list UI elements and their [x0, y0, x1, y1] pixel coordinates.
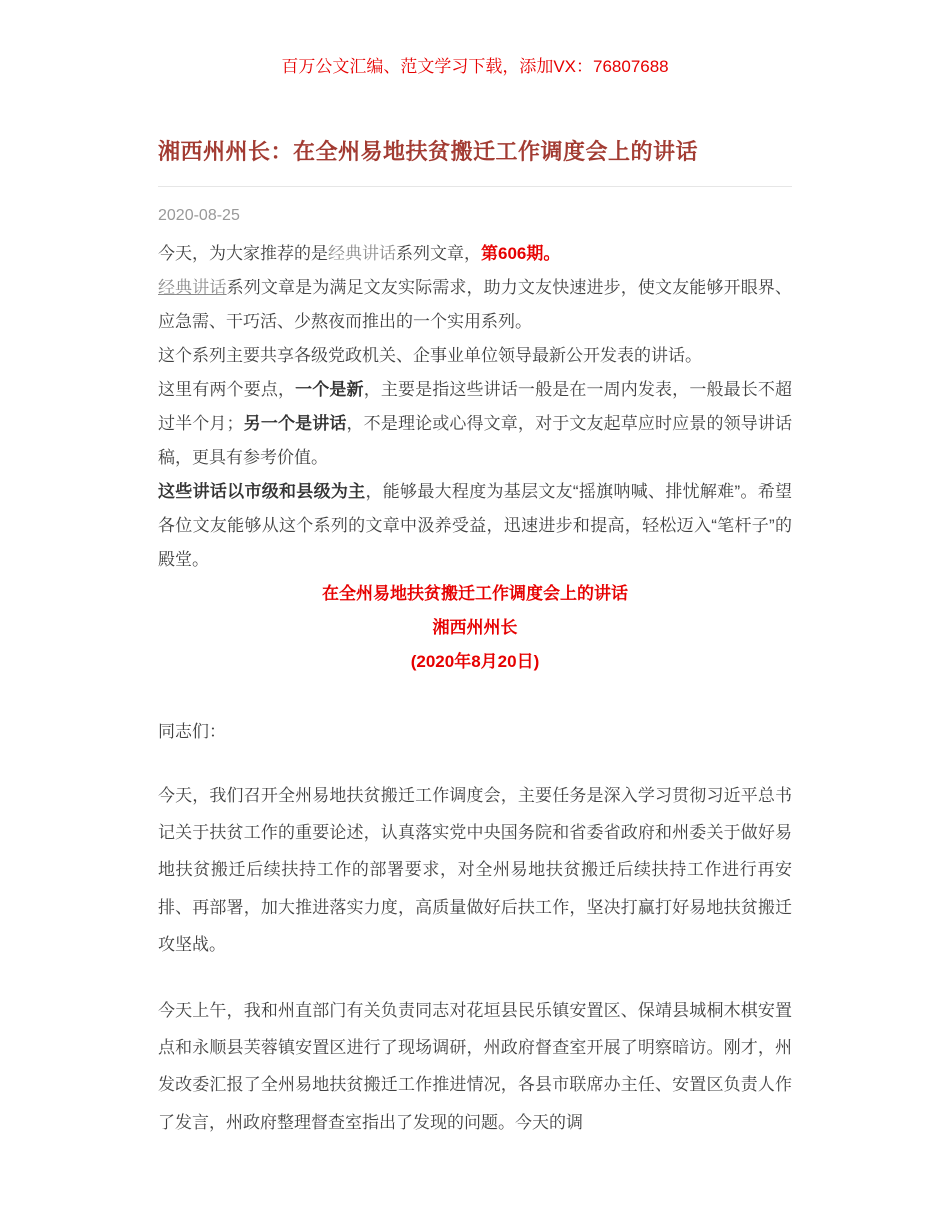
intro-paragraph-5	[158, 475, 792, 577]
speech-heading-speaker: 湘西州州长	[432, 617, 518, 637]
intro-paragraph-3: 这个系列主要共享各级党政机关、企事业单位领导最新公开发表的讲话。	[158, 345, 702, 365]
intro-paragraph-4	[158, 373, 792, 475]
bold-point-speech: 另一个是讲话	[243, 413, 347, 433]
bold-level-note: 这些讲话以市级和县级为主	[158, 481, 366, 501]
publish-date: 2020-08-25	[158, 206, 240, 224]
intro-paragraph-2	[158, 271, 792, 339]
article-title: 湘西州州长：在全州易地扶贫搬迁工作调度会上的讲话	[158, 138, 699, 164]
speech-paragraph-2: 今天上午，我和州直部门有关负责同志对花垣县民乐镇安置区、保靖县城桐木棋安置点和永顺县芙蓉镇安置区进行了现场调研，州政府督查室开展了明察暗访。刚才，州发改委汇报了全州易地扶贫搬迁工作推进情况，各县市联席办主任、安置区负责人作了发言，州政府整理督查室指出了发现的问题。今天的调	[158, 1000, 792, 1132]
speech-salutation: 同志们：	[158, 721, 226, 741]
text-run: 今天，为大家推荐的是	[158, 243, 328, 263]
speech-heading-date: (2020年8月20日)	[410, 651, 540, 671]
series-link[interactable]: 经典讲话	[328, 243, 396, 263]
title-divider	[158, 186, 792, 187]
text-run: 系列文章，	[396, 243, 481, 263]
bold-point-new: 一个是新	[295, 379, 364, 399]
speech-paragraph-1: 今天，我们召开全州易地扶贫搬迁工作调度会，主要任务是深入学习贯彻习近平总书记关于扶贫工作的重要论述，认真落实党中央国务院和省委省政府和州委关于做好易地扶贫搬迁后续扶持工作的部署要求，对全州易地扶贫搬迁后续扶持工作进行再安排、再部署，加大推进落实力度，高质量做好后扶工作，坚决打赢打好易地扶贫搬迁攻坚战。	[158, 785, 792, 955]
text-run: ，能够最大程度为基层文友“摇旗呐喊、排忧解难”。希望各位文友能够从这个系列的文章中汲养受益，迅速进步和提高，轻松迈入“笔杆子”的殿堂。	[158, 481, 793, 569]
intro-paragraph-1	[158, 237, 792, 271]
text-run: 这里有两个要点，	[158, 379, 296, 399]
promo-banner: 百万公文汇编、范文学习下载，添加VX：76807688	[281, 57, 669, 76]
text-run: 系列文章是为满足文友实际需求，助力文友快速进步，使文友能够开眼界、应急需、干巧活、少熬夜而推出的一个实用系列。	[158, 277, 793, 331]
series-link-underlined[interactable]: 经典讲话	[158, 277, 227, 297]
text-run: ，不是理论或心得文章，对于文友起草应时应景的领导讲话稿，更具有参考价值。	[158, 413, 793, 467]
issue-number: 第606期。	[481, 243, 561, 263]
speech-heading-title: 在全州易地扶贫搬迁工作调度会上的讲话	[322, 583, 628, 603]
text-run: ，主要是指这些讲话一般是在一周内发表，一般最长不超过半个月；	[158, 379, 793, 433]
